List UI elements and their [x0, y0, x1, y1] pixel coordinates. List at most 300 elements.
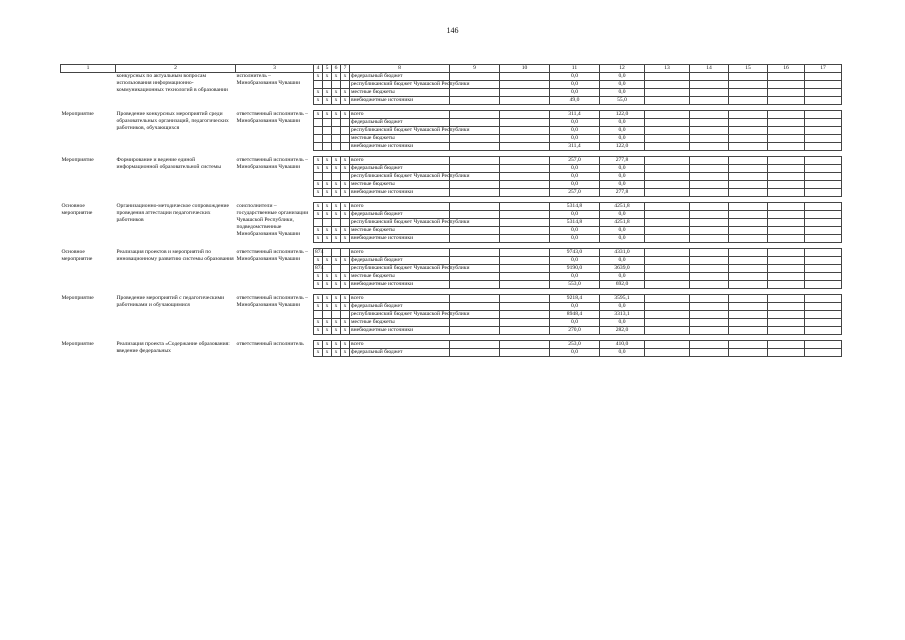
budget-code-cell: x [332, 257, 341, 265]
value-cell-11: 9743,0 [550, 249, 600, 257]
value-cell-11: 0,0 [550, 181, 600, 189]
budget-code-cell [341, 173, 350, 181]
value-cell-17 [805, 143, 842, 151]
value-cell-15 [729, 203, 768, 211]
budget-code-cell: x [341, 295, 350, 303]
value-cell-11: 9218,4 [550, 295, 600, 303]
value-cell-11: 0,0 [550, 235, 600, 243]
value-cell-11: 257,0 [550, 157, 600, 165]
budget-code-cell: x [341, 89, 350, 97]
value-cell-12: 3639,0 [600, 265, 645, 273]
value-cell-11: 8948,4 [550, 311, 600, 319]
value-cell-9 [450, 281, 500, 289]
value-cell-12: 0,0 [600, 135, 645, 143]
value-cell-16 [768, 143, 805, 151]
budget-code-cell: x [341, 203, 350, 211]
column-header: 1 [61, 65, 116, 73]
value-cell-14 [690, 257, 729, 265]
funding-source: республиканский бюджет Чувашской Республики [351, 219, 470, 225]
value-cell-16 [768, 165, 805, 173]
value-cell-13 [645, 89, 690, 97]
value-cell-15 [729, 349, 768, 357]
value-cell-9 [450, 341, 500, 349]
budget-code-cell: x [323, 303, 332, 311]
value-cell-12: 0,0 [600, 319, 645, 327]
value-cell-11: 311,4 [550, 111, 600, 119]
value-cell-15 [729, 227, 768, 235]
value-cell-13 [645, 295, 690, 303]
budget-code-cell: x [314, 257, 323, 265]
value-cell-12: 0,0 [600, 165, 645, 173]
funding-source: республиканский бюджет Чувашской Республики [351, 173, 470, 179]
budget-code-cell: x [341, 235, 350, 243]
value-cell-10 [500, 265, 550, 273]
budget-code-cell [332, 143, 341, 151]
value-cell-12: 3313,1 [600, 311, 645, 319]
value-cell-15 [729, 89, 768, 97]
budget-code-cell: x [314, 273, 323, 281]
value-cell-11: 253,0 [550, 341, 600, 349]
funding-source: всего [350, 249, 450, 257]
value-cell-15 [729, 181, 768, 189]
value-cell-14 [690, 127, 729, 135]
value-cell-12: 410,0 [600, 341, 645, 349]
value-cell-9 [450, 303, 500, 311]
value-cell-13 [645, 173, 690, 181]
funding-source: местные бюджеты [350, 181, 450, 189]
column-header: 13 [645, 65, 690, 73]
value-cell-16 [768, 219, 805, 227]
value-cell-13 [645, 211, 690, 219]
value-cell-15 [729, 341, 768, 349]
budget-code-cell: x [323, 273, 332, 281]
budget-code-cell [314, 135, 323, 143]
value-cell-9 [450, 73, 500, 81]
value-cell-13 [645, 119, 690, 127]
budget-code-cell: x [332, 203, 341, 211]
budget-code-cell: x [332, 327, 341, 335]
value-cell-11: 257,0 [550, 189, 600, 197]
value-cell-13 [645, 135, 690, 143]
value-cell-9 [450, 157, 500, 165]
budget-code-cell: x [323, 281, 332, 289]
column-header: 9 [450, 65, 500, 73]
value-cell-16 [768, 189, 805, 197]
budget-code-cell: x [341, 341, 350, 349]
value-cell-11: 0,0 [550, 135, 600, 143]
value-cell-15 [729, 211, 768, 219]
value-cell-14 [690, 219, 729, 227]
value-cell-14 [690, 295, 729, 303]
budget-code-cell: x [332, 97, 341, 105]
value-cell-10 [500, 203, 550, 211]
value-cell-14 [690, 173, 729, 181]
funding-source: местные бюджеты [350, 89, 450, 97]
budget-code-cell: x [314, 327, 323, 335]
budget-code-cell [341, 127, 350, 135]
event-name: конкурсных по актуальным вопросам использования информационно-коммуникационных технологий в образовании [116, 73, 228, 93]
value-cell-15 [729, 111, 768, 119]
value-cell-9 [450, 181, 500, 189]
value-cell-13 [645, 157, 690, 165]
value-cell-14 [690, 211, 729, 219]
budget-code-cell [314, 143, 323, 151]
value-cell-16 [768, 319, 805, 327]
funding-source: внебюджетные источники [350, 327, 450, 335]
value-cell-17 [805, 349, 842, 357]
page-number: 146 [446, 26, 459, 35]
value-cell-10 [500, 249, 550, 257]
value-cell-13 [645, 303, 690, 311]
budget-code-cell: x [314, 189, 323, 197]
event-executor: ответственный исполнитель – Минобразования Чувашии [236, 294, 308, 308]
value-cell-13 [645, 227, 690, 235]
value-cell-17 [805, 211, 842, 219]
value-cell-13 [645, 127, 690, 135]
value-cell-17 [805, 257, 842, 265]
budget-code-cell: x [323, 165, 332, 173]
value-cell-17 [805, 311, 842, 319]
value-cell-16 [768, 327, 805, 335]
event-type [61, 73, 116, 105]
value-cell-13 [645, 189, 690, 197]
budget-code-cell: x [332, 281, 341, 289]
value-cell-17 [805, 203, 842, 211]
event-executor: ответственный исполнитель – Минобразования Чувашии [236, 248, 308, 262]
value-cell-11: 311,4 [550, 143, 600, 151]
value-cell-12: 0,0 [600, 89, 645, 97]
value-cell-10 [500, 295, 550, 303]
event-executor: ответственный исполнитель [236, 340, 304, 347]
value-cell-14 [690, 235, 729, 243]
value-cell-14 [690, 319, 729, 327]
event-type: Мероприятие [61, 294, 94, 301]
funding-source: всего [350, 295, 450, 303]
event-name: Реализация проектов и мероприятий по инновационному развитию системы образования [116, 248, 234, 262]
budget-code-cell: x [314, 73, 323, 81]
budget-code-cell: x [332, 111, 341, 119]
value-cell-11: 49,0 [550, 97, 600, 105]
column-header: 14 [690, 65, 729, 73]
budget-code-cell: x [314, 181, 323, 189]
event-type: Мероприятие [61, 156, 94, 163]
value-cell-13 [645, 111, 690, 119]
funding-source: внебюджетные источники [350, 281, 450, 289]
value-cell-15 [729, 173, 768, 181]
value-cell-17 [805, 173, 842, 181]
value-cell-14 [690, 189, 729, 197]
value-cell-9 [450, 135, 500, 143]
budget-code-cell: x [341, 211, 350, 219]
value-cell-11: 0,0 [550, 227, 600, 235]
budget-code-cell: x [332, 211, 341, 219]
budget-code-cell: 874 [315, 265, 324, 271]
value-cell-9 [450, 203, 500, 211]
value-cell-14 [690, 73, 729, 81]
budget-code-cell: x [341, 181, 350, 189]
value-cell-16 [768, 211, 805, 219]
budget-code-cell [332, 135, 341, 143]
value-cell-16 [768, 181, 805, 189]
value-cell-10 [500, 257, 550, 265]
value-cell-16 [768, 119, 805, 127]
value-cell-12: 0,0 [600, 73, 645, 81]
value-cell-10 [500, 135, 550, 143]
value-cell-15 [729, 157, 768, 165]
value-cell-12: 4251,8 [600, 203, 645, 211]
value-cell-15 [729, 257, 768, 265]
value-cell-11: 0,0 [550, 165, 600, 173]
event-name: Формирование и ведение единой информационной образовательной системы [116, 156, 222, 170]
value-cell-12: 122,0 [600, 111, 645, 119]
value-cell-12: 0,0 [600, 303, 645, 311]
value-cell-14 [690, 97, 729, 105]
value-cell-13 [645, 81, 690, 89]
value-cell-15 [729, 249, 768, 257]
value-cell-14 [690, 203, 729, 211]
value-cell-16 [768, 173, 805, 181]
event-type: Мероприятие [61, 110, 94, 117]
value-cell-16 [768, 295, 805, 303]
budget-code-cell [341, 311, 350, 319]
value-cell-13 [645, 219, 690, 227]
funding-source: всего [350, 111, 450, 119]
value-cell-16 [768, 97, 805, 105]
value-cell-10 [500, 173, 550, 181]
value-cell-14 [690, 143, 729, 151]
budget-code-cell: x [314, 203, 323, 211]
budget-code-cell: x [323, 341, 332, 349]
budget-code-cell: x [323, 111, 332, 119]
budget-code-cell: x [314, 97, 323, 105]
budget-table-container [60, 64, 840, 558]
value-cell-12: 277,8 [600, 189, 645, 197]
value-cell-12: 692,0 [600, 281, 645, 289]
budget-code-cell [323, 265, 332, 273]
value-cell-14 [690, 327, 729, 335]
value-cell-14 [690, 111, 729, 119]
value-cell-11: 553,0 [550, 281, 600, 289]
value-cell-9 [450, 89, 500, 97]
value-cell-16 [768, 273, 805, 281]
budget-code-cell [314, 81, 323, 89]
value-cell-10 [500, 311, 550, 319]
value-cell-9 [450, 235, 500, 243]
value-cell-12: 277,8 [600, 157, 645, 165]
value-cell-10 [500, 303, 550, 311]
budget-code-cell: x [332, 349, 341, 357]
value-cell-9 [450, 257, 500, 265]
budget-code-cell: x [314, 303, 323, 311]
value-cell-16 [768, 203, 805, 211]
column-header: 6 [332, 65, 341, 73]
budget-code-cell: x [314, 89, 323, 97]
value-cell-14 [690, 349, 729, 357]
budget-code-cell [332, 127, 341, 135]
budget-code-cell: x [341, 157, 350, 165]
value-cell-11: 0,0 [550, 349, 600, 357]
value-cell-11: 0,0 [550, 89, 600, 97]
event-executor: ответственный исполнитель – Минобразования Чувашии [236, 156, 308, 170]
event-type: Основное мероприятие [61, 248, 93, 262]
value-cell-14 [690, 303, 729, 311]
value-cell-9 [450, 227, 500, 235]
value-cell-14 [690, 273, 729, 281]
value-cell-11: 5314,8 [550, 203, 600, 211]
event-executor: ответственный исполнитель – Минобразования Чувашии [236, 110, 308, 124]
value-cell-15 [729, 273, 768, 281]
value-cell-12: 0,0 [600, 181, 645, 189]
column-header: 4 [314, 65, 323, 73]
budget-code-cell: x [341, 227, 350, 235]
budget-code-cell [332, 265, 341, 273]
value-cell-12: 0,0 [600, 349, 645, 357]
budget-code-cell [314, 127, 323, 135]
budget-code-cell: x [332, 181, 341, 189]
budget-code-cell: x [341, 303, 350, 311]
value-cell-10 [500, 319, 550, 327]
budget-code-cell [332, 173, 341, 181]
value-cell-12: 0,0 [600, 257, 645, 265]
budget-code-cell: x [323, 227, 332, 235]
value-cell-17 [805, 81, 842, 89]
value-cell-10 [500, 189, 550, 197]
value-cell-11: 0,0 [550, 319, 600, 327]
value-cell-12: 282,0 [600, 327, 645, 335]
budget-code-cell: x [323, 189, 332, 197]
value-cell-16 [768, 135, 805, 143]
value-cell-13 [645, 281, 690, 289]
value-cell-12: 3595,1 [600, 295, 645, 303]
budget-code-cell: x [332, 341, 341, 349]
value-cell-10 [500, 341, 550, 349]
table-row [61, 111, 842, 119]
budget-code-cell: x [332, 273, 341, 281]
budget-code-cell: x [323, 211, 332, 219]
budget-code-cell [341, 249, 350, 257]
value-cell-12: 55,0 [600, 97, 645, 105]
budget-code-cell: x [332, 165, 341, 173]
value-cell-16 [768, 73, 805, 81]
value-cell-11: 0,0 [550, 303, 600, 311]
budget-code-cell: x [314, 235, 323, 243]
budget-code-cell [323, 81, 332, 89]
budget-code-cell: x [314, 319, 323, 327]
budget-code-cell: x [341, 165, 350, 173]
column-header: 17 [805, 65, 842, 73]
value-cell-15 [729, 281, 768, 289]
value-cell-16 [768, 341, 805, 349]
funding-source: внебюджетные источники [350, 97, 450, 105]
value-cell-12: 0,0 [600, 227, 645, 235]
budget-code-cell [332, 249, 341, 257]
value-cell-16 [768, 349, 805, 357]
value-cell-17 [805, 303, 842, 311]
value-cell-11: 0,0 [550, 127, 600, 135]
value-cell-10 [500, 143, 550, 151]
event-executor: исполнитель – Минобразования Чувашии [236, 73, 301, 86]
funding-source: федеральный бюджет [350, 165, 450, 173]
funding-source: внебюджетные источники [350, 143, 450, 151]
budget-code-cell [323, 219, 332, 227]
budget-code-cell [323, 311, 332, 319]
value-cell-14 [690, 119, 729, 127]
funding-source: местные бюджеты [350, 135, 450, 143]
value-cell-16 [768, 157, 805, 165]
budget-code-cell [341, 265, 350, 273]
column-header: 5 [323, 65, 332, 73]
event-name: Реализация проекта «Содержание образования: введение федеральных [116, 340, 230, 354]
value-cell-10 [500, 165, 550, 173]
funding-source: местные бюджеты [350, 227, 450, 235]
value-cell-13 [645, 341, 690, 349]
value-cell-15 [729, 97, 768, 105]
value-cell-16 [768, 281, 805, 289]
value-cell-9 [450, 189, 500, 197]
value-cell-17 [805, 265, 842, 273]
value-cell-12: 4251,8 [600, 219, 645, 227]
budget-code-cell [332, 311, 341, 319]
value-cell-10 [500, 157, 550, 165]
value-cell-9 [450, 165, 500, 173]
budget-code-cell: x [341, 349, 350, 357]
funding-source: федеральный бюджет [350, 349, 450, 357]
budget-code-cell: x [323, 181, 332, 189]
value-cell-17 [805, 111, 842, 119]
value-cell-13 [645, 73, 690, 81]
budget-code-cell: x [323, 73, 332, 81]
budget-code-cell: x [323, 157, 332, 165]
budget-code-cell [323, 173, 332, 181]
value-cell-16 [768, 89, 805, 97]
budget-code-cell: x [314, 165, 323, 173]
funding-source: всего [350, 203, 450, 211]
value-cell-11: 0,0 [550, 211, 600, 219]
value-cell-13 [645, 311, 690, 319]
value-cell-13 [645, 235, 690, 243]
budget-code-cell: x [332, 73, 341, 81]
funding-source: федеральный бюджет [350, 257, 450, 265]
value-cell-10 [500, 97, 550, 105]
value-cell-13 [645, 349, 690, 357]
value-cell-13 [645, 97, 690, 105]
value-cell-17 [805, 319, 842, 327]
value-cell-15 [729, 81, 768, 89]
value-cell-17 [805, 165, 842, 173]
funding-source: всего [350, 341, 450, 349]
funding-source: республиканский бюджет Чувашской Республики [351, 81, 470, 87]
value-cell-9 [450, 319, 500, 327]
value-cell-16 [768, 235, 805, 243]
column-header: 2 [116, 65, 236, 73]
budget-code-cell: x [332, 227, 341, 235]
value-cell-9 [450, 249, 500, 257]
budget-code-cell: x [323, 97, 332, 105]
value-cell-10 [500, 81, 550, 89]
value-cell-17 [805, 295, 842, 303]
value-cell-13 [645, 319, 690, 327]
budget-code-cell: x [314, 111, 323, 119]
funding-source: внебюджетные источники [350, 235, 450, 243]
table-row [61, 157, 842, 165]
value-cell-17 [805, 227, 842, 235]
event-executor: соисполнители – государственные организации Чувашской Республики, подведомственные Минобразования Чувашии [236, 202, 309, 237]
value-cell-16 [768, 257, 805, 265]
value-cell-10 [500, 349, 550, 357]
value-cell-17 [805, 327, 842, 335]
column-header: 7 [341, 65, 350, 73]
value-cell-16 [768, 81, 805, 89]
